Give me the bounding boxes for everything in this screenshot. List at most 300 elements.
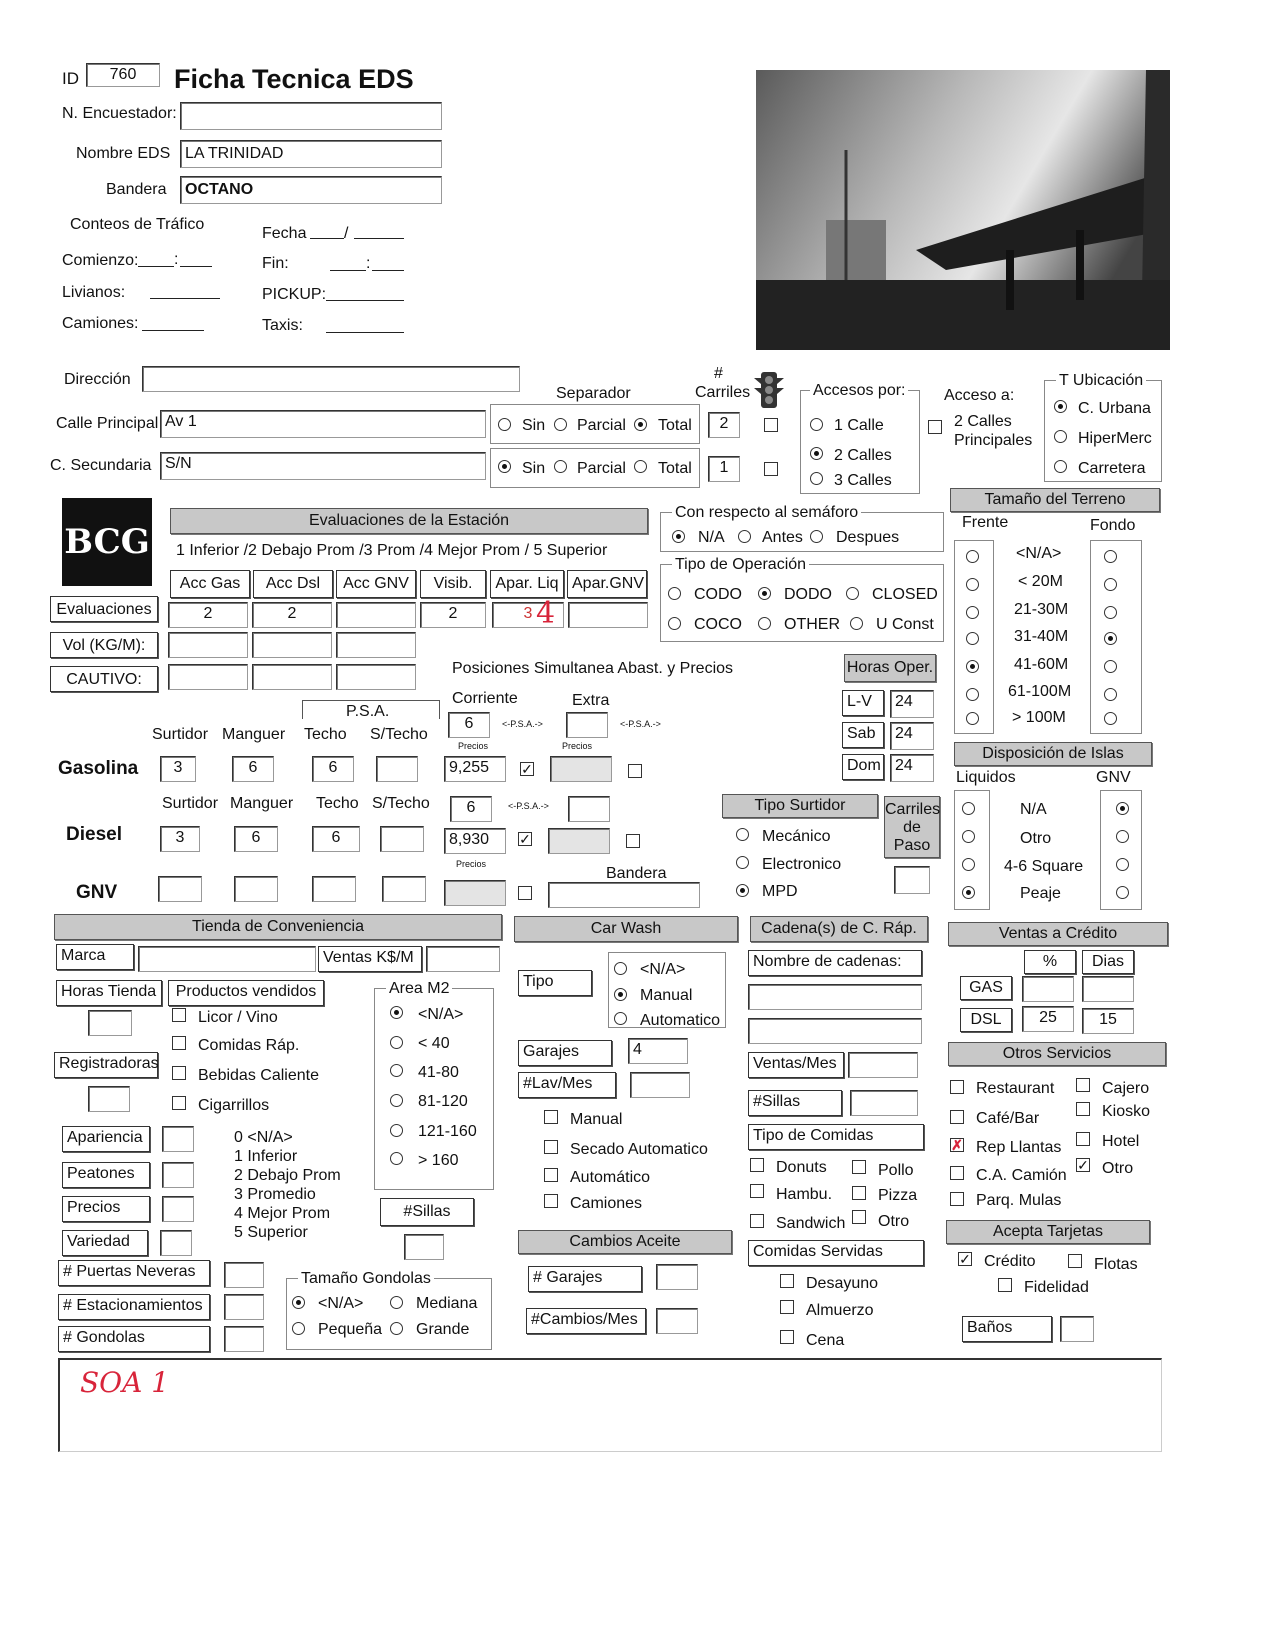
tienda-sillas-label: #Sillas xyxy=(380,1198,474,1226)
carwash-automatico-radio[interactable] xyxy=(614,1012,627,1025)
id-label: ID xyxy=(62,69,79,88)
horas-lv-field[interactable]: 24 xyxy=(890,690,934,718)
secundaria-semaforo-checkbox[interactable] xyxy=(764,462,778,476)
direccion-label: Dirección xyxy=(64,371,131,388)
peatones-label: Peatones xyxy=(62,1162,150,1188)
gas-extra-psa[interactable] xyxy=(566,712,608,738)
separador-secundaria-sin[interactable] xyxy=(498,460,511,473)
o-cajero-checkbox[interactable] xyxy=(1076,1078,1090,1092)
estacionamientos-field[interactable] xyxy=(224,1294,264,1320)
cautivo-acc-gas[interactable] xyxy=(168,664,248,690)
semaforo-despues-radio[interactable] xyxy=(810,530,823,543)
col-techo-dsl: Techo xyxy=(316,795,359,812)
tienda-scale-2: 2 Debajo Prom xyxy=(234,1167,341,1184)
parcial-label: Parcial xyxy=(577,417,626,434)
semaforo-antes-radio[interactable] xyxy=(738,530,751,543)
col-manguer-dsl: Manguer xyxy=(230,795,294,812)
apariencia-label: Apariencia xyxy=(62,1126,150,1152)
fondo-21-30-radio[interactable] xyxy=(1104,606,1117,619)
area-121-160-radio[interactable] xyxy=(390,1124,403,1137)
nombre-field[interactable]: LA TRINIDAD xyxy=(180,140,442,168)
op-other-radio[interactable] xyxy=(758,617,771,630)
o-otro-checkbox[interactable]: ✓ xyxy=(1077,1157,1089,1173)
terreno-na: <N/A> xyxy=(1016,545,1062,562)
carriles-paso-line2: de xyxy=(903,819,921,836)
fondo-gt100-radio[interactable] xyxy=(1104,712,1117,725)
op-other-label: OTHER xyxy=(784,616,840,633)
op-closed-radio[interactable] xyxy=(846,587,859,600)
dsl-extra-psa[interactable] xyxy=(568,796,610,822)
carriles-paso-header xyxy=(884,796,940,858)
p-licor-label: Licor / Vino xyxy=(198,1009,278,1026)
f-sandwich-label: Sandwich xyxy=(776,1215,846,1232)
col-visib: Visib. xyxy=(420,570,486,598)
credito-dsl-dias[interactable]: 15 xyxy=(1082,1008,1134,1034)
encuestador-label: N. Encuestador: xyxy=(62,105,177,122)
separador-principal-parcial[interactable] xyxy=(554,418,567,431)
semaforo-na-label: N/A xyxy=(698,529,725,546)
credito-pct-label: % xyxy=(1024,950,1076,974)
op-codo-radio[interactable] xyxy=(668,587,681,600)
calle-principal-field[interactable]: Av 1 xyxy=(160,410,486,438)
t-fidelidad-checkbox[interactable] xyxy=(998,1278,1012,1292)
aceite-garajes-field[interactable] xyxy=(656,1264,698,1290)
tarjetas-header: Acepta Tarjetas xyxy=(946,1220,1150,1244)
o-otro-label: Otro xyxy=(1102,1160,1134,1177)
islas-liq-peaje-radio[interactable] xyxy=(962,886,975,899)
peatones-field[interactable] xyxy=(162,1162,194,1188)
area-41-80-label: 41-80 xyxy=(418,1064,459,1081)
islas-liq-square-radio[interactable] xyxy=(962,858,975,871)
carriles-paso-field[interactable] xyxy=(894,866,930,894)
p-cigarrillos-checkbox[interactable] xyxy=(172,1096,186,1110)
gondolas-na-label: <N/A> xyxy=(318,1295,364,1312)
credito-dsl-label: DSL xyxy=(960,1008,1012,1032)
f-hambu-label: Hambu. xyxy=(776,1186,833,1203)
islas-gnv-otro-radio[interactable] xyxy=(1116,830,1129,843)
surtidor-mpd-radio[interactable] xyxy=(736,884,749,897)
notes-handwritten: SOA 1 xyxy=(80,1366,170,1399)
fin-min[interactable] xyxy=(372,270,404,271)
gnv-surtidor-field[interactable] xyxy=(158,876,202,902)
area-81-120-label: 81-120 xyxy=(418,1093,468,1110)
eval-acc-dsl[interactable]: 2 xyxy=(252,602,332,628)
o-restaurant-checkbox[interactable] xyxy=(950,1080,964,1094)
dsl-surtidor-field[interactable]: 3 xyxy=(160,826,200,852)
gas-manguer-field[interactable]: 6 xyxy=(232,756,274,782)
carwash-manual-label: Manual xyxy=(640,987,693,1004)
row-evaluaciones: Evaluaciones xyxy=(50,596,158,622)
islas-gnv-na-radio[interactable] xyxy=(1116,802,1129,815)
islas-otro: Otro xyxy=(1020,830,1052,847)
credito-dsl-pct[interactable]: 25 xyxy=(1022,1006,1074,1032)
horas-lv-label: L-V xyxy=(842,690,884,716)
notes-area[interactable] xyxy=(58,1358,1162,1452)
aceite-header: Cambios Aceite xyxy=(518,1230,732,1254)
frente-lt20-radio[interactable] xyxy=(966,578,979,591)
gnv-stecho-field[interactable] xyxy=(382,876,426,902)
p-bebidas-checkbox[interactable] xyxy=(172,1066,186,1080)
gondolas-mediana-label: Mediana xyxy=(416,1295,478,1312)
comienzo-hour[interactable] xyxy=(138,266,174,267)
carriles-paso-line3: Paso xyxy=(893,837,931,854)
principal-semaforo-checkbox[interactable] xyxy=(764,418,778,432)
tienda-scale-3: 3 Promedio xyxy=(234,1186,316,1203)
o-kiosko-label: Kiosko xyxy=(1102,1103,1151,1120)
op-uconst-label: U Const xyxy=(876,616,934,633)
gnv-bandera-field[interactable] xyxy=(548,882,700,908)
t-credito-checkbox[interactable]: ✓ xyxy=(959,1251,971,1267)
vol-acc-gnv[interactable] xyxy=(336,632,416,658)
o-mulas-label: Parq. Mulas xyxy=(976,1192,1062,1209)
cadena-nombre-field-2[interactable] xyxy=(748,1018,922,1044)
eval-visib[interactable]: 2 xyxy=(420,602,486,628)
puertas-field[interactable] xyxy=(224,1262,264,1288)
fin-label: Fin: xyxy=(262,255,289,272)
tienda-scale-4: 4 Mejor Prom xyxy=(234,1205,331,1222)
eval-apar-liq-handwritten: 4 xyxy=(536,596,556,631)
gas-corriente-psa[interactable]: 6 xyxy=(448,712,490,738)
gas-stecho-field[interactable] xyxy=(376,756,418,782)
p-comidas-label: Comidas Ráp. xyxy=(198,1037,300,1054)
pickup-label: PICKUP: xyxy=(262,286,327,303)
terreno-frente: Frente xyxy=(962,514,1009,531)
aceite-garajes-label: # Garajes xyxy=(528,1266,642,1292)
frente-31-40-radio[interactable] xyxy=(966,632,979,645)
gnv-techo-field[interactable] xyxy=(312,876,356,902)
carwash-tipo-label: Tipo xyxy=(518,970,592,996)
ubicacion-urbana-radio[interactable] xyxy=(1054,400,1067,413)
f-donuts-label: Donuts xyxy=(776,1159,827,1176)
marca-field[interactable] xyxy=(138,946,316,972)
cautivo-acc-gnv[interactable] xyxy=(336,664,416,690)
area-gt160-radio[interactable] xyxy=(390,1152,403,1165)
encuestador-field[interactable] xyxy=(180,102,442,130)
id-field[interactable]: 760 xyxy=(86,63,160,87)
f-hambu-checkbox[interactable] xyxy=(750,1184,764,1198)
livianos-field[interactable] xyxy=(150,298,220,299)
tienda-header: Tienda de Conveniencia xyxy=(54,914,502,940)
accesos-3calles-radio[interactable] xyxy=(810,472,823,485)
operacion-title: Tipo de Operación xyxy=(672,557,809,573)
horas-sab-label: Sab xyxy=(842,722,884,748)
fondo-lt20-radio[interactable] xyxy=(1104,578,1117,591)
f-donuts-checkbox[interactable] xyxy=(750,1158,764,1172)
semaforo-antes-label: Antes xyxy=(762,529,803,546)
cadena-sillas-label: #Sillas xyxy=(748,1090,842,1116)
tienda-sillas-field[interactable] xyxy=(404,1234,444,1260)
dsl-extra-checkbox[interactable] xyxy=(626,834,640,848)
evaluaciones-header: Evaluaciones de la Estación xyxy=(170,508,648,534)
tienda-scale-5: 5 Superior xyxy=(234,1224,308,1241)
terreno-61-100: 61-100M xyxy=(1008,683,1072,700)
surtidor-mecanico-label: Mecánico xyxy=(762,828,831,845)
ubicacion-hipermerc-label: HiperMerc xyxy=(1078,430,1152,447)
carwash-na-label: <N/A> xyxy=(640,961,686,978)
garajes-field[interactable]: 4 xyxy=(628,1038,688,1064)
precios-field[interactable] xyxy=(162,1196,194,1222)
lav-mes-label: #Lav/Mes xyxy=(518,1072,616,1098)
horas-tienda-label: Horas Tienda xyxy=(56,980,162,1006)
cadena-ventas-field[interactable] xyxy=(848,1052,918,1078)
frente-na-radio[interactable] xyxy=(966,550,979,563)
f-pollo-checkbox[interactable] xyxy=(852,1160,866,1174)
gas-extra-checkbox[interactable] xyxy=(628,764,642,778)
dsl-techo-field[interactable]: 6 xyxy=(312,826,360,852)
op-coco-radio[interactable] xyxy=(668,617,681,630)
cadena-ventas-label: Ventas/Mes xyxy=(748,1052,844,1078)
dsl-manguer-field[interactable]: 6 xyxy=(234,826,278,852)
eval-acc-gas[interactable]: 2 xyxy=(168,602,248,628)
terreno-31-40: 31-40M xyxy=(1014,628,1069,645)
op-codo-label: CODO xyxy=(694,586,742,603)
separador-principal-sin[interactable] xyxy=(498,418,511,431)
credito-header: Ventas a Crédito xyxy=(948,922,1168,946)
p-comidas-checkbox[interactable] xyxy=(172,1036,186,1050)
dsl-corriente-precio[interactable]: 8,930 xyxy=(444,828,506,854)
ventas-label: Ventas K$/M xyxy=(318,946,422,972)
gondolas-pequena-radio[interactable] xyxy=(292,1322,305,1335)
secundaria-carriles-field[interactable]: 1 xyxy=(708,456,740,482)
o-hotel-checkbox[interactable] xyxy=(1076,1132,1090,1146)
eval-acc-gnv[interactable] xyxy=(336,602,416,628)
dsl-extra-precio[interactable] xyxy=(548,828,610,854)
area-81-120-radio[interactable] xyxy=(390,1094,403,1107)
islas-gnv-square-radio[interactable] xyxy=(1116,858,1129,871)
frente-61-100-radio[interactable] xyxy=(966,688,979,701)
tienda-scale-1: 1 Inferior xyxy=(234,1148,298,1165)
cw-secado-checkbox[interactable] xyxy=(544,1140,558,1154)
s-cena-checkbox[interactable] xyxy=(780,1330,794,1344)
terreno-header: Tamaño del Terreno xyxy=(950,488,1160,512)
t-credito-label: Crédito xyxy=(984,1253,1036,1270)
horas-dom-field[interactable]: 24 xyxy=(890,754,934,782)
fin-hour[interactable] xyxy=(330,270,366,271)
gas-corriente-precio[interactable]: 9,255 xyxy=(444,756,506,782)
f-sandwich-checkbox[interactable] xyxy=(750,1214,764,1228)
semaforo-na-radio[interactable] xyxy=(672,530,685,543)
accesos-3calles-label: 3 Calles xyxy=(834,472,892,489)
accesos-2calles-radio[interactable] xyxy=(810,447,823,460)
tam-gondolas-title: Tamaño Gondolas xyxy=(298,1271,434,1287)
tam-gondolas-group xyxy=(286,1278,492,1350)
gas-techo-field[interactable]: 6 xyxy=(312,756,354,782)
terreno-21-30: 21-30M xyxy=(1014,601,1069,618)
o-mulas-checkbox[interactable] xyxy=(950,1192,964,1206)
islas-liq-na-radio[interactable] xyxy=(962,802,975,815)
separador-label: Separador xyxy=(556,385,631,402)
fondo-41-60-radio[interactable] xyxy=(1104,660,1117,673)
terreno-41-60: 41-60M xyxy=(1014,656,1069,673)
bandera-field[interactable]: OCTANO xyxy=(180,176,442,204)
fecha-month[interactable] xyxy=(354,238,404,239)
fecha-sep: / xyxy=(344,225,349,242)
surtidor-header: Tipo Surtidor xyxy=(722,794,878,818)
separador-secundaria-parcial[interactable] xyxy=(554,460,567,473)
s-almuerzo-checkbox[interactable] xyxy=(780,1300,794,1314)
islas-peaje: Peaje xyxy=(1020,885,1061,902)
p-cigarrillos-label: Cigarrillos xyxy=(198,1097,270,1114)
cw-manual-checkbox[interactable] xyxy=(544,1110,558,1124)
puertas-label: # Puertas Neveras xyxy=(58,1260,210,1286)
islas-header: Disposición de Islas xyxy=(954,742,1152,766)
banos-field[interactable] xyxy=(1060,1316,1094,1342)
fondo-61-100-radio[interactable] xyxy=(1104,688,1117,701)
credito-gas-dias[interactable] xyxy=(1082,976,1134,1002)
gas-surtidor-field[interactable]: 3 xyxy=(160,756,196,782)
gondolas-grande-radio[interactable] xyxy=(390,1322,403,1335)
accesos-title: Accesos por: xyxy=(810,383,908,399)
evaluaciones-scale: 1 Inferior /2 Debajo Prom /3 Prom /4 Mejor Prom / 5 Superior xyxy=(176,542,608,559)
precios-label: Precios xyxy=(62,1196,150,1222)
gondolas-field[interactable] xyxy=(224,1326,264,1352)
area-na-radio[interactable] xyxy=(390,1006,403,1019)
registradoras-field[interactable] xyxy=(88,1086,130,1112)
fondo-na-radio[interactable] xyxy=(1104,550,1117,563)
surtidor-electronico-radio[interactable] xyxy=(736,856,749,869)
carwash-na-radio[interactable] xyxy=(614,962,627,975)
ventas-field[interactable] xyxy=(426,946,500,972)
apariencia-field[interactable] xyxy=(162,1126,194,1152)
taxis-label: Taxis: xyxy=(262,317,303,334)
op-uconst-radio[interactable] xyxy=(850,617,863,630)
gondolas-mediana-radio[interactable] xyxy=(390,1296,403,1309)
gnv-precio[interactable] xyxy=(444,880,506,906)
terreno-gt100: > 100M xyxy=(1012,709,1066,726)
credito-gas-pct[interactable] xyxy=(1022,976,1074,1002)
ubicacion-hipermerc-radio[interactable] xyxy=(1054,430,1067,443)
t-flotas-checkbox[interactable] xyxy=(1068,1254,1082,1268)
dsl-stecho-field[interactable] xyxy=(380,826,424,852)
o-kiosko-checkbox[interactable] xyxy=(1076,1102,1090,1116)
gondolas-na-radio[interactable] xyxy=(292,1296,305,1309)
f-otro-checkbox[interactable] xyxy=(852,1210,866,1224)
t-flotas-label: Flotas xyxy=(1094,1256,1138,1273)
tipo-comidas-label: Tipo de Comidas xyxy=(748,1124,924,1150)
horas-tienda-field[interactable] xyxy=(88,1010,132,1036)
cw-automatico-label: Automático xyxy=(570,1169,651,1186)
principal-carriles-field[interactable]: 2 xyxy=(708,412,740,438)
f-pollo-label: Pollo xyxy=(878,1162,914,1179)
variedad-label: Variedad xyxy=(62,1230,148,1256)
calles-principales-line2: Principales xyxy=(954,432,1033,449)
ubicacion-carretera-radio[interactable] xyxy=(1054,460,1067,473)
separador-secundaria-total[interactable] xyxy=(634,460,647,473)
fondo-31-40-radio[interactable] xyxy=(1104,632,1117,645)
s-desayuno-label: Desayuno xyxy=(806,1275,879,1292)
cadena-sillas-field[interactable] xyxy=(850,1090,918,1116)
comienzo-min[interactable] xyxy=(180,266,212,267)
o-camion-checkbox[interactable] xyxy=(950,1166,964,1180)
cw-automatico-checkbox[interactable] xyxy=(544,1168,558,1182)
variedad-field[interactable] xyxy=(160,1230,192,1256)
gas-extra-precios-label: Precios xyxy=(562,741,593,751)
o-cafe-checkbox[interactable] xyxy=(950,1110,964,1124)
cw-camiones-checkbox[interactable] xyxy=(544,1194,558,1208)
pickup-field[interactable] xyxy=(326,300,404,301)
op-coco-label: COCO xyxy=(694,616,742,633)
fecha-day[interactable] xyxy=(310,238,344,239)
row-vol: Vol (KG/M): xyxy=(50,632,158,658)
vol-acc-dsl[interactable] xyxy=(252,632,332,658)
nombre-label: Nombre EDS xyxy=(76,145,171,162)
op-dodo-radio[interactable] xyxy=(758,587,771,600)
gas-extra-precio[interactable] xyxy=(550,756,612,782)
vol-acc-gas[interactable] xyxy=(168,632,248,658)
comienzo-label: Comienzo: xyxy=(62,252,139,269)
calle-secundaria-field[interactable]: S/N xyxy=(160,452,486,480)
gnv-checkbox[interactable] xyxy=(518,886,532,900)
cadena-header: Cadena(s) de C. Ráp. xyxy=(750,916,928,942)
posiciones-title: Posiciones Simultanea Abast. y Precios xyxy=(452,660,734,677)
garajes-label: Garajes xyxy=(518,1040,612,1066)
frente-21-30-radio[interactable] xyxy=(966,606,979,619)
gondolas-label: # Gondolas xyxy=(58,1326,210,1352)
cw-manual-label: Manual xyxy=(570,1111,623,1128)
aceite-cambios-field[interactable] xyxy=(656,1308,698,1334)
carwash-manual-radio[interactable] xyxy=(614,988,627,1001)
eval-apar-gnv[interactable] xyxy=(568,602,648,628)
surtidor-electronico-label: Electronico xyxy=(762,856,842,873)
horas-sab-field[interactable]: 24 xyxy=(890,722,934,750)
camiones-field[interactable] xyxy=(142,330,204,331)
calles-principales-checkbox[interactable] xyxy=(928,420,942,434)
extra-label: Extra xyxy=(572,692,610,709)
comidas-servidas-label: Comidas Servidas xyxy=(748,1240,924,1266)
o-llantas-checkbox[interactable]: ✗ xyxy=(951,1137,963,1153)
f-pizza-checkbox[interactable] xyxy=(852,1186,866,1200)
islas-liq-otro-radio[interactable] xyxy=(962,830,975,843)
dsl-corriente-psa[interactable]: 6 xyxy=(450,796,492,822)
lav-mes-field[interactable] xyxy=(630,1072,690,1098)
gas-corriente-checkbox[interactable]: ✓ xyxy=(521,761,533,777)
f-pizza-label: Pizza xyxy=(878,1187,918,1204)
cautivo-acc-dsl[interactable] xyxy=(252,664,332,690)
frente-gt100-radio[interactable] xyxy=(966,712,979,725)
acceso-a-label: Acceso a: xyxy=(944,387,1015,404)
calle-principal-label: Calle Principal xyxy=(56,415,159,432)
frente-41-60-radio[interactable] xyxy=(966,660,979,673)
area-lt40-label: < 40 xyxy=(418,1035,450,1052)
s-cena-label: Cena xyxy=(806,1332,845,1349)
traffic-light-icon xyxy=(752,370,786,410)
cadena-nombre-field-1[interactable] xyxy=(748,984,922,1010)
col-acc-dsl: Acc Dsl xyxy=(253,570,333,598)
fin-colon: : xyxy=(366,255,371,272)
col-stecho-dsl: S/Techo xyxy=(372,795,430,812)
eval-apar-liq[interactable]: 3 xyxy=(492,602,564,628)
surtidor-mecanico-radio[interactable] xyxy=(736,828,749,841)
op-dodo-label: DODO xyxy=(784,586,832,603)
dsl-corriente-checkbox[interactable]: ✓ xyxy=(519,831,531,847)
parcial-label: Parcial xyxy=(577,460,626,477)
area-lt40-radio[interactable] xyxy=(390,1036,403,1049)
separador-principal-total[interactable] xyxy=(634,418,647,431)
accesos-1calle-radio[interactable] xyxy=(810,418,823,431)
camiones-label: Camiones: xyxy=(62,315,139,332)
gnv-manguer-field[interactable] xyxy=(234,876,278,902)
gondolas-pequena-label: Pequeña xyxy=(318,1321,383,1338)
p-licor-checkbox[interactable] xyxy=(172,1008,186,1022)
islas-gnv-peaje-radio[interactable] xyxy=(1116,886,1129,899)
page-title: Ficha Tecnica EDS xyxy=(174,64,414,94)
islas-na: N/A xyxy=(1020,801,1047,818)
s-desayuno-checkbox[interactable] xyxy=(780,1274,794,1288)
direccion-field[interactable] xyxy=(142,366,520,392)
s-almuerzo-label: Almuerzo xyxy=(806,1302,874,1319)
area-41-80-radio[interactable] xyxy=(390,1064,403,1077)
taxis-field[interactable] xyxy=(326,332,404,333)
